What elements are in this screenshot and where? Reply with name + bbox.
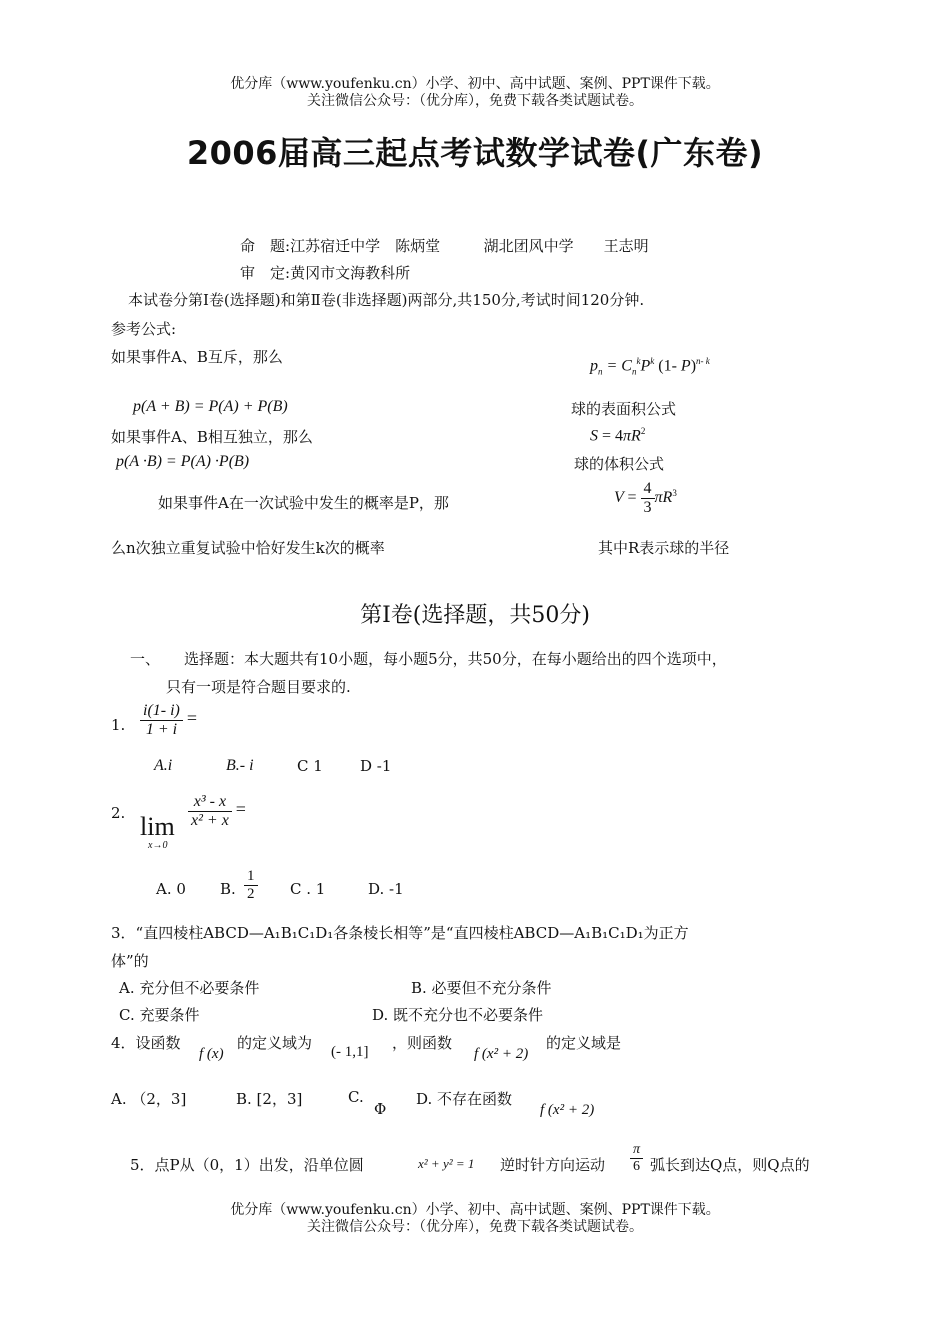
q4-domain: (- 1,1] [331,1044,369,1060]
formula-1-text: 如果事件A、B互斥，那么 [111,348,283,366]
q5-prefix: 5．点P从（0，1）出发，沿单位圆 [130,1156,364,1174]
authors-line-1 [240,235,649,256]
q5-arc-frac: $\frac{\pi}{6}$ [630,1142,643,1175]
author-a: 江苏宿迁中学 陈炳堂 [290,237,441,255]
q4-suffix: 的定义域是 [546,1034,622,1052]
q2-lim: lim [140,812,175,841]
sphere-area-eq: $S = 4\pi R^2$ [590,426,646,445]
q2-option-c: C . 1 [290,880,326,898]
page-title: 2006届高三起点考试数学试卷(广东卷) [186,134,764,172]
sphere-vol-eq: V = $\frac{4}{3}$ $\pi R^3$ [614,480,677,516]
q4-option-d-fx: f (x² + 2) [540,1102,595,1118]
q4-option-a: A. （2，3] [111,1090,187,1108]
intro-text: 本试卷分第Ⅰ卷(选择题)和第Ⅱ卷(非选择题)两部分,共150分,考试时间120分钟. [128,291,645,309]
authors-label-2: 审 定: [240,264,291,282]
section-1-instr-num: 一、 [130,650,161,668]
binomial-formula: $p_n = C_n^kP^k$ (1- P)$^{n- k}$ [590,356,710,377]
radius-note: 其中R表示球的半径 [598,539,730,557]
q4-option-c-symbol: Φ [374,1100,387,1118]
q2-option-b-frac: $\frac{1}{2}$ [244,868,258,903]
header-line-2: 关注微信公众号：（优分库），免费下载各类试题试卷。 [307,93,643,109]
q1-denominator: 1 + i [145,721,178,738]
author-b: 湖北团风中学 王志明 [483,237,649,255]
section-1-instr-line1: 选择题：本大题共有10小题，每小题5分，共50分，在每小题给出的四个选项中， [184,650,727,668]
q2-denominator: x² + x [191,812,229,829]
q4-option-d: D. 不存在函数 [416,1090,513,1108]
q1-option-d: D -1 [360,757,392,775]
q1-expression: $\frac{i(1- i)}{1 + i}$ = [140,702,197,739]
q2-option-d: D. -1 [368,880,404,898]
formula-2-eq: p(A ·B) = P(A) ·P(B) [116,453,250,470]
q5-circle-eq: x² + y² = 1 [418,1156,475,1171]
q2-option-b-label: B. [220,880,236,898]
sphere-vol-label: 球的体积公式 [574,455,665,473]
q4-prefix: 4．设函数 [111,1034,181,1052]
formulas-heading: 参考公式: [111,320,177,338]
q3-option-c: C. 充要条件 [119,1006,200,1024]
footer-line-1: 优分库（www.youfenku.cn）小学、初中、高中试题、案例、PPT课件下载。 [230,1202,720,1218]
header-line-1: 优分库（www.youfenku.cn）小学、初中、高中试题、案例、PPT课件下载。 [230,76,720,92]
q1-option-a: A.i [154,757,173,774]
formula-2-text: 如果事件A、B相互独立，那么 [111,428,313,446]
footer-line-2: 关注微信公众号：（优分库），免费下载各类试题试卷。 [307,1219,643,1235]
formula-3-text-a: 如果事件A在一次试验中发生的概率是P，那 [158,494,449,512]
q3-option-b: B. 必要但不充分条件 [411,979,552,997]
q1-number: 1. [111,716,126,734]
q2-numerator: x³ - x [188,793,232,812]
q4-option-c-label: C. [348,1088,364,1106]
q5-suffix: 弧长到达Q点，则Q点的 [650,1156,810,1174]
q4-fx: f (x) [199,1046,224,1062]
q2-fraction: $\frac{\text{x³ - x}}{\text{x² + x}}$ = [188,793,246,830]
section-1-heading: 第Ⅰ卷(选择题，共50分) [360,603,590,628]
q4-mid-1: 的定义域为 [237,1034,313,1052]
q1-option-b: B.- i [226,757,254,774]
formula-1-eq: p(A + B) = P(A) + P(B) [133,398,288,415]
q3-option-d: D. 既不充分也不必要条件 [372,1006,544,1024]
q1-numerator: i(1- i) [140,702,183,721]
formula-3-text-b: 么n次独立重复试验中恰好发生k次的概率 [111,539,385,557]
section-1-instr-line2: 只有一项是符合题目要求的. [166,678,351,696]
q2-number: 2. [111,804,126,822]
q3-option-a: A. 充分但不必要条件 [119,979,260,997]
authors-label-1: 命 题: [240,237,291,255]
q3-line-1: 3．“直四棱柱ABCD—A₁B₁C₁D₁各条棱长相等”是“直四棱柱ABCD—A₁B₁C₁D₁为正方 [111,924,689,942]
q3-line-2: 体”的 [111,952,149,970]
q2-lim-sub: x→0 [148,840,168,851]
reviewer: 黄冈市文海教科所 [290,264,411,282]
sphere-area-label: 球的表面积公式 [571,400,677,418]
q4-mid-2: ，则函数 [392,1034,453,1052]
q4-option-b: B. [2，3] [236,1090,303,1108]
authors-line-2 [240,262,410,283]
q1-option-c: C 1 [297,757,323,775]
q2-option-a: A. 0 [156,880,186,898]
q4-fx2: f (x² + 2) [474,1046,529,1062]
q5-mid: 逆时针方向运动 [500,1156,606,1174]
